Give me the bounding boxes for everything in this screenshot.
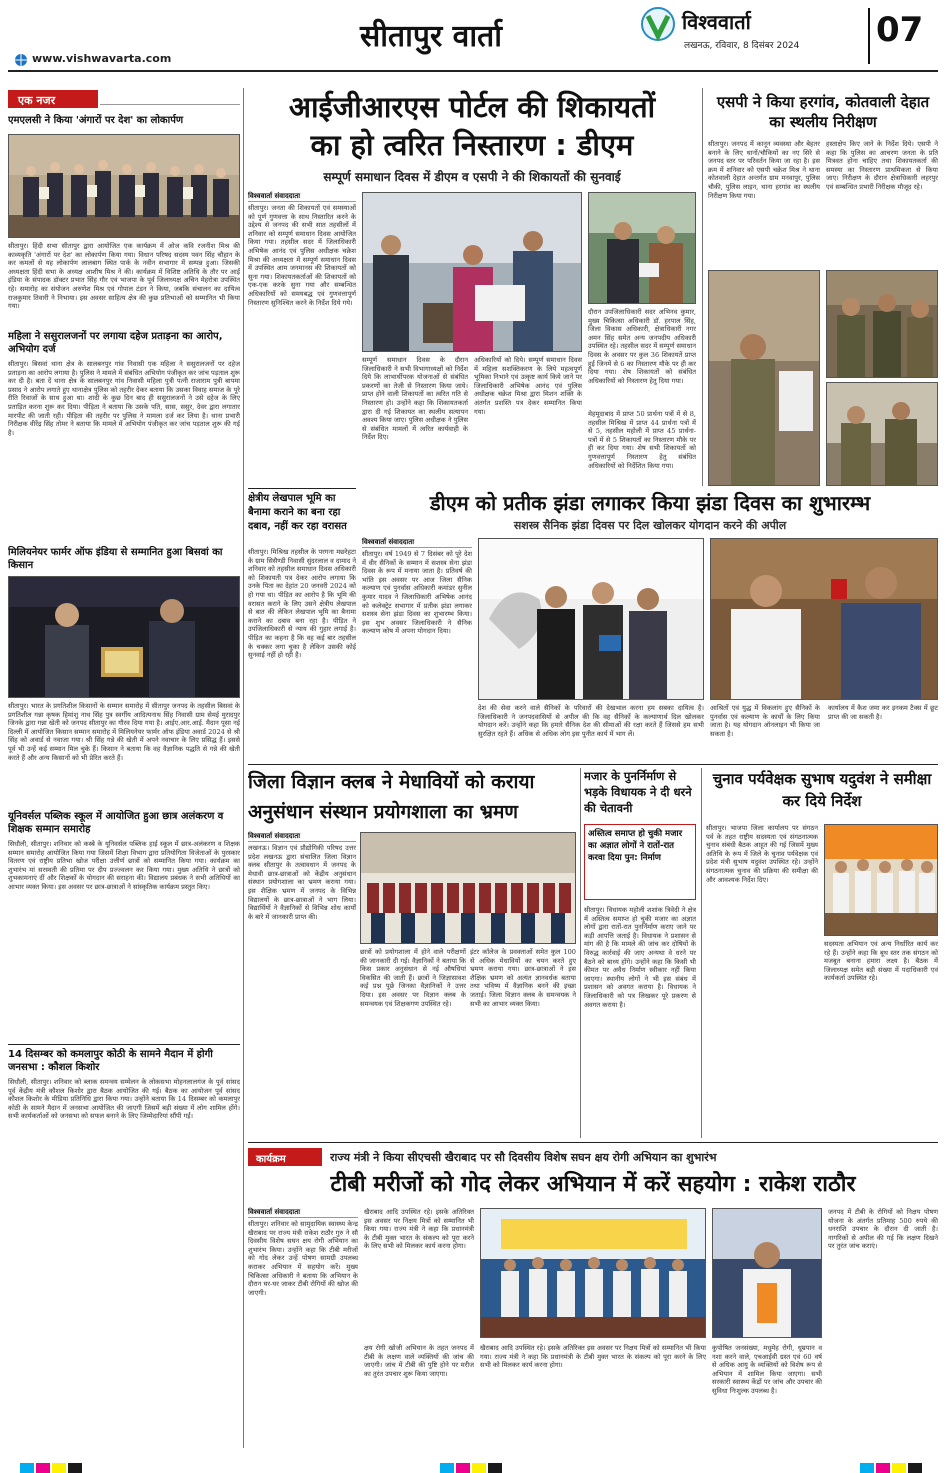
photo-sp-inspection-1 (708, 270, 820, 486)
science-body-1: लखनऊ। विज्ञान एवं प्रौद्योगिकी परिषद उत्तर प्रदेश लखनऊ द्वारा संचालित जिला विज्ञान क्लब सीतापुर के तत्वावधान में जनपद के मेधावी छात्र-छात्राओं को केंद्रीय अनुसंधान संस्थान प्रयोगशाला का भ्रमण कराया गया। इस शैक्षिक भ्रमण में जनपद के विभिन्न विद्यालयों के छात्र-छात्राओं ने भाग लिया। विद्यार्थियों ने वैज्ञानिकों से विभिन्न शोध कार्यों के बारे में जानकारी प्राप्त की। (248, 844, 356, 921)
black-swatch (488, 1463, 502, 1473)
left-head-rule (100, 104, 240, 105)
photo-book-launch (8, 134, 240, 238)
left-column-divider (243, 88, 244, 1448)
election-headline: चुनाव पर्यवेक्षक सुभाष यदुवंश ने समीक्षा कर दिये निर्देश (712, 770, 932, 810)
flag-body-3: आश्रितों एवं युद्ध में विकलांग हुए सैनिकों के पुनर्वास एवं कल्याण के कार्यों के लिए किया जाता है। यह योगदान ऑनलाइन भी किया जा सकता है। (710, 704, 820, 738)
photo-tb-stage (480, 1208, 706, 1338)
lead-deck: सम्पूर्ण समाधान दिवस में डीएम व एसपी ने की शिकायतों की सुनवाई (323, 170, 621, 184)
mazar-story (584, 768, 696, 1138)
lekhpal-story (248, 488, 356, 760)
election-body-2: सदस्यता अभियान एवं अन्य निर्धारित कार्य कर रहे हैं। उन्होंने कहा कि बूथ स्तर तक संगठन को मजबूत बनाना हमारा लक्ष्य है। बैठक में जिलाध्यक्ष समेत बड़ी संख्या में पदाधिकारी एवं कार्यकर्ता उपस्थित रहे। (824, 940, 938, 983)
page-number: 07 (876, 10, 924, 50)
masthead-rule (8, 70, 938, 72)
magenta-swatch (36, 1463, 50, 1473)
black-swatch (68, 1463, 82, 1473)
masthead (0, 0, 945, 74)
lead-headline-line2: का हो त्वरित निस्तारण : डीएम (310, 128, 634, 162)
lead-body-5: मेहमूदाबाद में प्राप्त 50 प्रार्थना पत्रों में से 8, तहसील मिश्रिख में प्राप्त 44 प्रार्थना पत्रों में से 5, तहसील महोली में प्राप्त 45 प्रार्थना-पत्रों में से 5 शिकायतों का निस्तारण मौके पर ही कर दिया गया। शेष सभी शिकायतों को गुणवत्तापूर्ण निस्तारण हेतु संबंधित अधिकारियों को निर्देशित किया गया। (588, 410, 696, 470)
science-body-2: छात्रों को प्रयोगशाला में होने वाले परीक्षणों की जानकारी दी गई। वैज्ञानिकों ने बताया कि किस प्रकार अनुसंधान से नई औषधियां विकसित की जाती हैं। छात्रों ने जिज्ञासावश कई प्रश्न पूछे जिनका वैज्ञानिकों ने उत्तर दिया। इस अवसर पर विज्ञान क्लब के समन्वयक एवं शिक्षकगण उपस्थित रहे। (360, 948, 466, 1008)
mazar-body: सीतापुर। विधायक महोली शशांक त्रिवेदी ने क्षेत्र में अस्तित्व समाप्त हो चुकी मजार का अज्ञात लोगों द्वारा रातों-रात पुनर्निर्माण कराए जाने पर कड़ी आपत्ति जताई है। विधायक ने प्रशासन से मांग की है कि मामले की जांच कर दोषियों के विरुद्ध कार्रवाई की जाए अन्यथा वे धरने पर बैठने को बाध्य होंगे। उन्होंने कहा कि किसी भी कीमत पर अवैध निर्माण स्वीकार नहीं किया जाएगा। स्थानीय लोगों ने भी इस संबंध में प्रशासन को अवगत कराया है। विधायक ने जिलाधिकारी को पत्र लिखकर पूरे प्रकरण से अवगत कराया है। (584, 906, 696, 1009)
science-body-3: इंटर कॉलेज के प्रवक्ताओं समेत कुल 100 से अधिक मेधावियों का चयन करते हुए भ्रमण कराया गया। छात्र-छात्राओं ने इस शैक्षिक भ्रमण को अत्यंत ज्ञानवर्धक बताया तथा भविष्य में वैज्ञानिक बनने की इच्छा जताई। जिला विज्ञान क्लब के समन्वयक ने सभी का आभार व्यक्त किया। (470, 948, 576, 1008)
mazar-divider (580, 768, 581, 1138)
election-story (706, 768, 938, 1138)
magenta-swatch (456, 1463, 470, 1473)
tb-top-rule (248, 1142, 938, 1143)
mazar-headline: मजार के पुनर्निर्माण से भड़के विधायक ने दी धरने की चेतावनी (584, 769, 692, 815)
flag-byline: विश्ववार्ता संवाददाता (362, 538, 472, 548)
flag-headline: डीएम को प्रतीक झंडा लगाकर किया झंडा दिवस का शुभारम्भ (429, 491, 871, 515)
left-column (8, 90, 240, 1450)
science-byline: विश्ववार्ता संवाददाता (248, 832, 356, 842)
photo-flag-pin (710, 538, 938, 700)
mid-section-rule (248, 764, 938, 765)
cyan-swatch (860, 1463, 874, 1473)
tb-body-mid: खैराबाद आदि उपस्थित रहे। इसके अतिरिक्त इस अवसर पर निक्षय मित्रों को सम्मानित भी किया गया। राज्य मंत्री ने कहा कि प्रधानमंत्री के टीबी मुक्त भारत के संकल्प को पूरा करने के लिए सभी को मिलकर कार्य करना होगा। (480, 1344, 706, 1370)
flag-body-4: कार्यालय में कैश जमा कर इनकम टैक्स में छूट प्राप्त की जा सकती है। (828, 704, 938, 721)
cyan-swatch (440, 1463, 454, 1473)
photo-samadhan-diwas (362, 192, 582, 352)
yellow-swatch (472, 1463, 486, 1473)
lead-body-1: सीतापुर। जनता की शिकायतों एवं समस्याओं को पूर्ण गुणवत्ता के साथ निस्तारित करने के उद्देश्य से जनपद की सभी सात तहसीलों में शनिवार को सम्पूर्ण समाधान दिवस आयोजित किया गया। तहसील सदर में जिलाधिकारी अभिषेक आनंद एवं पुलिस अधीक्षक चक्रेश मिश्रा की अध्यक्षता में सम्पूर्ण समाधान दिवस में उपस्थित आम जनमानस की शिकायतों को सुना गया। शिकायतकर्ताओं की शिकायतों को एक-एक करके सुना गया और सम्बन्धित अधिकारियों को समयबद्ध एवं गुणवत्तापूर्ण निस्तारण सुनिश्चित करने के निर्देश दिये गये। (248, 204, 356, 307)
sp-body-2: हस्ताक्षेप किए जाने के निर्देश दिये। एसपी ने कहा कि पुलिस का आचरण जनता के प्रति मित्रवत होना चाहिए तथा शिकायतकर्ता की समस्या का निस्तारण प्राथमिकता से किया जाए। निरीक्षण के दौरान क्षेत्राधिकारी लहरपुर एवं सम्बन्धित प्रभारी निरीक्षक मौजूद रहे। (826, 140, 938, 191)
tb-body-1: सीतापुर। शनिवार को सामुदायिक स्वास्थ्य केन्द्र खैराबाद पर राज्य मंत्री राकेश राठौर गुरु ने सौ दिवसीय विशेष सघन क्षय रोगी अभियान का शुभारंभ किया। उन्होंने कहा कि टीबी मरीजों को गोद लेकर उन्हें पोषण सामग्री उपलब्ध कराकर अभियान में सहयोग करें। मुख्य चिकित्सा अधिकारी ने बताया कि अभियान के दौरान घर-घर जाकर टीबी रोगियों की खोज की जाएगी। (248, 1220, 358, 1297)
dateline: लखनऊ, रविवार, 8 दिसंबर 2024 (684, 41, 800, 51)
yellow-swatch (52, 1463, 66, 1473)
story-mlc-head: एमएलसी ने किया 'अंगारों पर देश' का लोकार्पण (8, 115, 184, 126)
photo-sp-inspection-3 (826, 382, 938, 486)
sp-body-1: सीतापुर। जनपद में कानून व्यवस्था और बेहतर बनाने के लिए थानों/चौकियों का नए सिरे से जनपद स्तर पर परिवर्तन किया जा रहा है। इस क्रम में शनिवार को एसपी चक्रेश मिश्र ने थाना कोतवाली देहात अन्तर्गत ग्राम मनवापुर, पुलिस चौकी, पुलिस लाइन, थाना हरगांव का स्थलीय निरीक्षण किया गया। (708, 140, 820, 200)
left-box-rule (8, 1044, 240, 1045)
story-rally-head: 14 दिसम्बर को कमलापुर कोठी के सामने मैदान में होगी जनसभा : कौशल किशोर (8, 1049, 213, 1073)
lead-body-3: अधिकारियों को दिये। सम्पूर्ण समाधान दिवस में महिला सशक्तिकरण के लिये महत्वपूर्ण भूमिका निभाने एवं उत्कृष्ट कार्य किये जाने पर जिलाधिकारी अभिषेक आनंद एवं पुलिस अधीक्षक चक्रेश मिश्रा द्वारा मिशन शक्ति के अंतर्गत प्रशस्ति पत्र देकर सम्मानित किया गया। (474, 356, 582, 416)
story-dowry-head: महिला ने ससुरालजनों पर लगाया दहेज प्रताड़ना का आरोप, अभियोग दर्ज (8, 331, 223, 355)
story-school-body: सिधौली, सीतापुर। शनिवार को कस्बे के यूनिवर्सल पब्लिक हाई स्कूल में छात्र-अलंकरण व शिक्षक सम्मान समारोह आयोजित किया गया जिसमें शिक्षा विभाग द्वारा प्रतियोगिता विजेताओं के पुरस्कार वितरण एवं राष्ट्रीय प्रतिभा खोज परीक्षा उत्तीर्ण छात्रों को सम्मानित किया गया। कार्यक्रम का शुभारंभ मां सरस्वती की प्रतिमा पर दीप प्रज्ज्वलन कर किया गया। मुख्य अतिथि ने छात्रों को शुभकामनाएं दीं और शिक्षकों के योगदान की सराहना की। विद्यालय प्रबंधक ने सभी अतिथियों का आभार व्यक्त किया। इस अवसर पर छात्र-छात्राओं ने सांस्कृतिक कार्यक्रम प्रस्तुत किए। (8, 840, 240, 891)
magenta-swatch (876, 1463, 890, 1473)
color-bar-left (20, 1458, 84, 1473)
black-swatch (908, 1463, 922, 1473)
tb-tag: कार्यक्रम (248, 1148, 322, 1166)
science-headline-1: जिला विज्ञान क्लब ने मेधावियों को कराया (248, 771, 535, 793)
photo-science-students (360, 832, 576, 944)
tb-story (248, 1148, 938, 1448)
lekhpal-top-rule (248, 488, 356, 489)
story-farmer-head: मिलियनेयर फार्मर ऑफ इंडिया से सम्मानित हुआ बिसवां का किसान (8, 547, 223, 571)
photo-farmer-award (8, 576, 240, 698)
color-bar-right (860, 1458, 924, 1473)
photo-tb-minister (712, 1208, 822, 1338)
lead-body-4: दौरान उपजिलाधिकारी सदर अभिनव कुमार, मुख्य चिकित्सा अधिकारी डॉ. हरपाल सिंह, जिला विकास अधिकारी, क्षेत्राधिकारी नगर अमन सिंह समेत अन्य जनपदीय अधिकारी उपस्थित रहे। तहसील सदर में सम्पूर्ण समाधान दिवस के अवसर पर कुल 36 शिकायतें प्राप्त हुईं जिनमें से 6 का निस्तारण मौके पर ही कर दिया गया। शेष शिकायतों को संबंधित अधिकारियों को निस्तारण हेतु दिया गया। (588, 308, 696, 385)
tb-body-5: जनपद में टीबी के रोगियों को निक्षय पोषण योजना के अंतर्गत प्रतिमाह 500 रुपये की धनराशि उपचार के दौरान दी जाती है। नागरिकों से अपील की गई कि लक्षण दिखने पर तुरंत जांच कराएं। (828, 1208, 938, 1251)
lekhpal-head: क्षेत्रीय लेखपाल भूमि का बैनामा कराने का बना रहा दबाव, नहीं कर रहा वरासत (248, 493, 347, 532)
lead-headline-line1: आईजीआरएस पोर्टल की शिकायतों (288, 90, 656, 124)
tb-body-3: क्षय रोगी खोजी अभियान के तहत जनपद में टीबी के लक्षण वाले व्यक्तियों की जांच की जाएगी। जांच में टीबी की पुष्टि होने पर मरीज का तुरंत उपचार शुरू किया जाएगा। (364, 1344, 474, 1378)
tb-body-2: खैराबाद आदि उपस्थित रहे। इसके अतिरिक्त इस अवसर पर निक्षय मित्रों को सम्मानित भी किया गया। राज्य मंत्री ने कहा कि प्रधानमंत्री के टीबी मुक्त भारत के संकल्प को पूरा करने के लिए सभी को मिलकर कार्य करना होगा। (364, 1208, 474, 1251)
photo-election-meeting (824, 824, 938, 936)
lead-body-2: सम्पूर्ण समाधान दिवस के दौरान जिलाधिकारी ने सभी विभागाध्यक्षों को निर्देश दिये कि लाभार्थीपरक योजनाओं से संबंधित प्रकरणों का तेजी से निस्तारण किया जाये। प्राप्त होने वाली शिकायतों का त्वरित गति से निस्तारण हो। उन्होंने कहा कि शिकायतकर्ता द्वारा दी गई शिकायत का स्थलीय सत्यापन अवश्य किया जाए। पुलिस अधीक्षक ने पुलिस से संबंधित मामलों में त्वरित कार्यवाही के निर्देश दिए। (362, 356, 468, 442)
brand-logo-icon (640, 6, 676, 42)
election-divider (701, 768, 702, 1138)
story-school-head: यूनिवर्सल पब्लिक स्कूल में आयोजित हुआ छात्र अलंकरण व शिक्षक सम्मान समारोह (8, 811, 224, 835)
flag-body-1: सीतापुर। वर्ष 1949 से 7 दिसंबर को पूरे देश में वीर सैनिकों के सम्मान में सशस्त्र सेना झंडा दिवस के रूप में मनाया जाता है। प्रतिवर्ष की भांति इस अवसर पर आज जिला सैनिक कल्याण एवं पुनर्वास अधिकारी कमांडर सुनील कुमार यादव ने जिलाधिकारी अभिषेक आनंद को कलेक्ट्रेट सभागार में प्रतीक झंडा लगाकर सशस्त्र सेना झंडा दिवस का शुभारम्भ किया। इस शुभ अवसर जिलाधिकारी ने सैनिक कल्याण कोष में अपना योगदान दिया। (362, 550, 472, 636)
science-story (248, 768, 576, 1138)
cyan-swatch (20, 1463, 34, 1473)
mazar-callout-text: अस्तित्व समाप्त हो चुकी मजार का अज्ञात लोगों ने रातों-रात करवा दिया पुन: निर्माण (588, 829, 683, 863)
tb-kicker: राज्य मंत्री ने किया सीएचसी खैराबाद पर सौ दिवसीय विशेष सघन क्षय रोगी अभियान का शुभारंभ (330, 1151, 717, 1164)
story-dowry-body: सीतापुर। बिसवां थाना क्षेत्र के सालबनपुर गांव निवासी एक महिला ने ससुरालजनों पर दहेज प्रताड़ना का आरोप लगाया है। पुलिस ने मामले में संबंधित अभियोग पंजीकृत कर जांच पड़ताल शुरू कर दी है। बता दें थाना क्षेत्र के सालबनपुर गांव निवासी महिला पुत्री पत्नी राजाराम पुत्री बापमा प्रसाद ने आरोप लगाते हुए थानाक्षेत्र पुलिस को तहरीर देकर बताया कि उसका विवाह समाज के पूरे रीति रिवाजों के साथ हुआ था। शादी के कुछ दिन बाद ही ससुरालजनों ने उसे दहेज के लिए प्रताड़ित करना शुरू कर दिया। पीड़िता ने बताया कि उसके पति, सास, ससुर, देवर द्वारा लगातार मारपीट की जाती रही। पीड़िता की तहरीर पर पुलिस ने मामला दर्ज कर लिया है। थाना प्रभारी निरीक्षक वीरेंद्र सिंह तोमर ने बताया कि मामले में अभियोग पंजीकृत कर जांच पड़ताल शुरू की गई है। (8, 360, 240, 437)
flag-deck: सशस्त्र सैनिक झंडा दिवस पर दिल खोलकर योगदान करने की अपील (513, 519, 787, 532)
website-url[interactable]: www.vishwavarta.com (32, 52, 172, 65)
election-body-1: सीतापुर। भाजपा जिला कार्यालय पर संगठन पर्व के तहत राष्ट्रीय सदस्यता एवं संगठनात्मक चुनाव संबंधी बैठक आहूत की गई जिसमें मुख्य अतिथि के रूप में जिले के चुनाव पर्यवेक्षक एवं प्रदेश मंत्री सुभाष यदुवंश उपस्थित रहे। उन्होंने संगठनात्मक चुनाव की प्रक्रिया की समीक्षा की और आवश्यक निर्देश दिए। (706, 824, 818, 884)
brand-name: विश्ववार्ता (682, 10, 751, 34)
right-column-divider (702, 88, 703, 486)
photo-flag-dm (478, 538, 704, 700)
lekhpal-body: सीतापुर। मिश्रिख तहसील के परगना मछरेहटा के ग्राम सिसैण्डी निवासी सुंदरलाल व दामाद ने शनिवार को तहसील समाधान दिवस अधिकारी को शिकायती पत्र देकर आरोप लगाया कि उनके पिता का देहांत 20 जनवरी 2024 को हो गया था। पीड़ित का आरोप है कि भूमि की वरासत कराने के लिए उसने क्षेत्रीय लेखपाल से बात की लेकिन लेखपाल भूमि का बैनामा कराने का दबाव बना रहा है। पीड़ित ने उपजिलाधिकारी से न्याय की गुहार लगाई है। पीड़ित का कहना है कि वह कई बार तहसील के चक्कर लगा चुका है लेकिन उसकी कोई सुनवाई नहीं हो रही है। (248, 548, 356, 660)
science-headline-2: अनुसंधान संस्थान प्रयोगशाला का भ्रमण (248, 801, 519, 823)
photo-sp-inspection-2 (826, 270, 938, 378)
color-bar-center (440, 1458, 504, 1473)
sp-headline: एसपी ने किया हरगांव, कोतवाली देहात का स्थलीय निरीक्षण (716, 93, 930, 131)
story-rally-body: सिधौली, सीतापुर। शनिवार को ब्लाक समन्वय सम्मेलन के लोकसभा मोहनलालगंज के पूर्व सांसद पूर्व केंद्रीय मंत्री कौशल किशोर द्वारा बैठक आयोजित की गई। बैठक का आयोजन पूर्व सांसद कौशल किशोर के मीडिया प्रतिनिधि द्वारा किया गया। उन्होंने बताया कि 14 दिसम्बर को कमलापुर कोठी के सामने मैदान में जनसभा आयोजित की जाएगी जिसमें बड़ी संख्या में लोग शामिल होंगे। सभी कार्यकर्ताओं को जनसभा को सफल बनाने के लिए जिम्मेदारियां सौंपी गईं। (8, 1078, 240, 1121)
tb-body-4: कुपोषित जनसंख्या, मधुमेह रोगी, धूम्रपान व नशा करने वाले, एचआईवी ग्रस्त एवं 60 वर्ष से अधिक आयु के व्यक्तियों को विशेष रूप से अभियान में शामिल किया जाएगा। सभी सरकारी स्वास्थ्य केंद्रों पर जांच और उपचार की सुविधा निःशुल्क उपलब्ध है। (712, 1344, 822, 1395)
page-divider (868, 8, 870, 64)
section-title: सीतापुर वार्ता (360, 19, 502, 54)
tb-headline: टीबी मरीजों को गोद लेकर अभियान में करें सहयोग : राकेश राठौर (330, 1172, 856, 1197)
flag-body-2: देश की सेवा करने वाले सैनिकों के परिवारों की देखभाल करना हम सबका दायित्व है। जिलाधिकारी ने जनपदवासियों से अपील की कि वह सैनिकों के कल्याणार्थ दिल खोलकर योगदान करें। उन्होंने कहा कि हमारे सैनिक देश की सीमाओं की रक्षा करते हैं जिससे हम सभी सुरक्षित रहते हैं। अधिक से अधिक लोग इस पुनीत कार्य में भाग लें। (478, 704, 704, 738)
story-mlc-body: सीतापुर। हिंदी सभा सीतापुर द्वारा आयोजित एक कार्यक्रम में ओज कवि रजनीश मिश्र की काव्यकृति 'अंगारों पर देश' का लोकार्पण किया गया। विधान परिषद सदस्य पवन सिंह चौहान के कर कमलों से यह लोकार्पण लालबाग स्थित पार्क के नवीन सभागार में सम्पन्न हुआ। जिसकी अध्यक्षता हिंदी सभा के अध्यक्ष आशीष मिश्र ने की। कार्यक्रम में विशिष्ट अतिथि के तौर पर आईं इंडिया के संपादक डॉक्टर प्रभात सिंह गौर एवं भाजपा के पूर्व जिलाध्यक्ष अचिन मेहरोत्रा उपस्थित रहे। समारोह का संयोजन अरुणेश मिश्र एवं गोपाल टंडन ने किया, जबकि संचालन का दायित्व राजकुमार तिवारी ने निभाया। इस अवसर साहित्य क्षेत्र की कुछ प्रतिभाओं को सम्मानित भी किया गया। (8, 242, 240, 311)
globe-icon (14, 52, 28, 66)
tb-byline: विश्ववार्ता संवाददाता (248, 1208, 358, 1218)
lead-story (248, 88, 696, 486)
lead-byline: विश्ववार्ता संवाददाता (248, 192, 356, 202)
ek-najar-label: एक नजर (8, 90, 98, 108)
mazar-callout (584, 824, 696, 900)
sp-story (708, 88, 938, 486)
yellow-swatch (892, 1463, 906, 1473)
story-farmer-body: सीतापुर। भारत के प्रगतिशील किसानों के सम्मान समारोह में सीतापुर जनपद के तहसील बिसवां के प्रगतिशील गन्ना कृषक हिमांशु नाथ सिंह पुत्र स्वर्गीय आदित्यनाथ सिंह निवासी ग्राम सेमई मुरादपुर जिनके द्वारा गन्ना खेती को जनपद सीतापुर का गौरव दिया गया है। आईए.आर.आई. मैदान पूसा नई दिल्ली में आयोजित किसान सम्मान समारोह में मिलियनेयर फार्मर ऑफ इंडिया अवार्ड 2024 से श्री सिंह को अवार्ड से नवाजा गया। श्री सिंह गन्ने की खेती में अपने नवाचार के लिए प्रसिद्ध हैं। इससे पूर्व भी उन्हें कई सम्मान मिल चुके हैं। किसान ने बताया कि वह वैज्ञानिक पद्धति से गन्ने की खेती करते हैं और अन्य किसानों को भी प्रेरित करते हैं। (8, 702, 240, 762)
footer-print-marks (0, 1452, 945, 1473)
flag-story (362, 490, 938, 760)
photo-dm-listening (588, 192, 696, 304)
